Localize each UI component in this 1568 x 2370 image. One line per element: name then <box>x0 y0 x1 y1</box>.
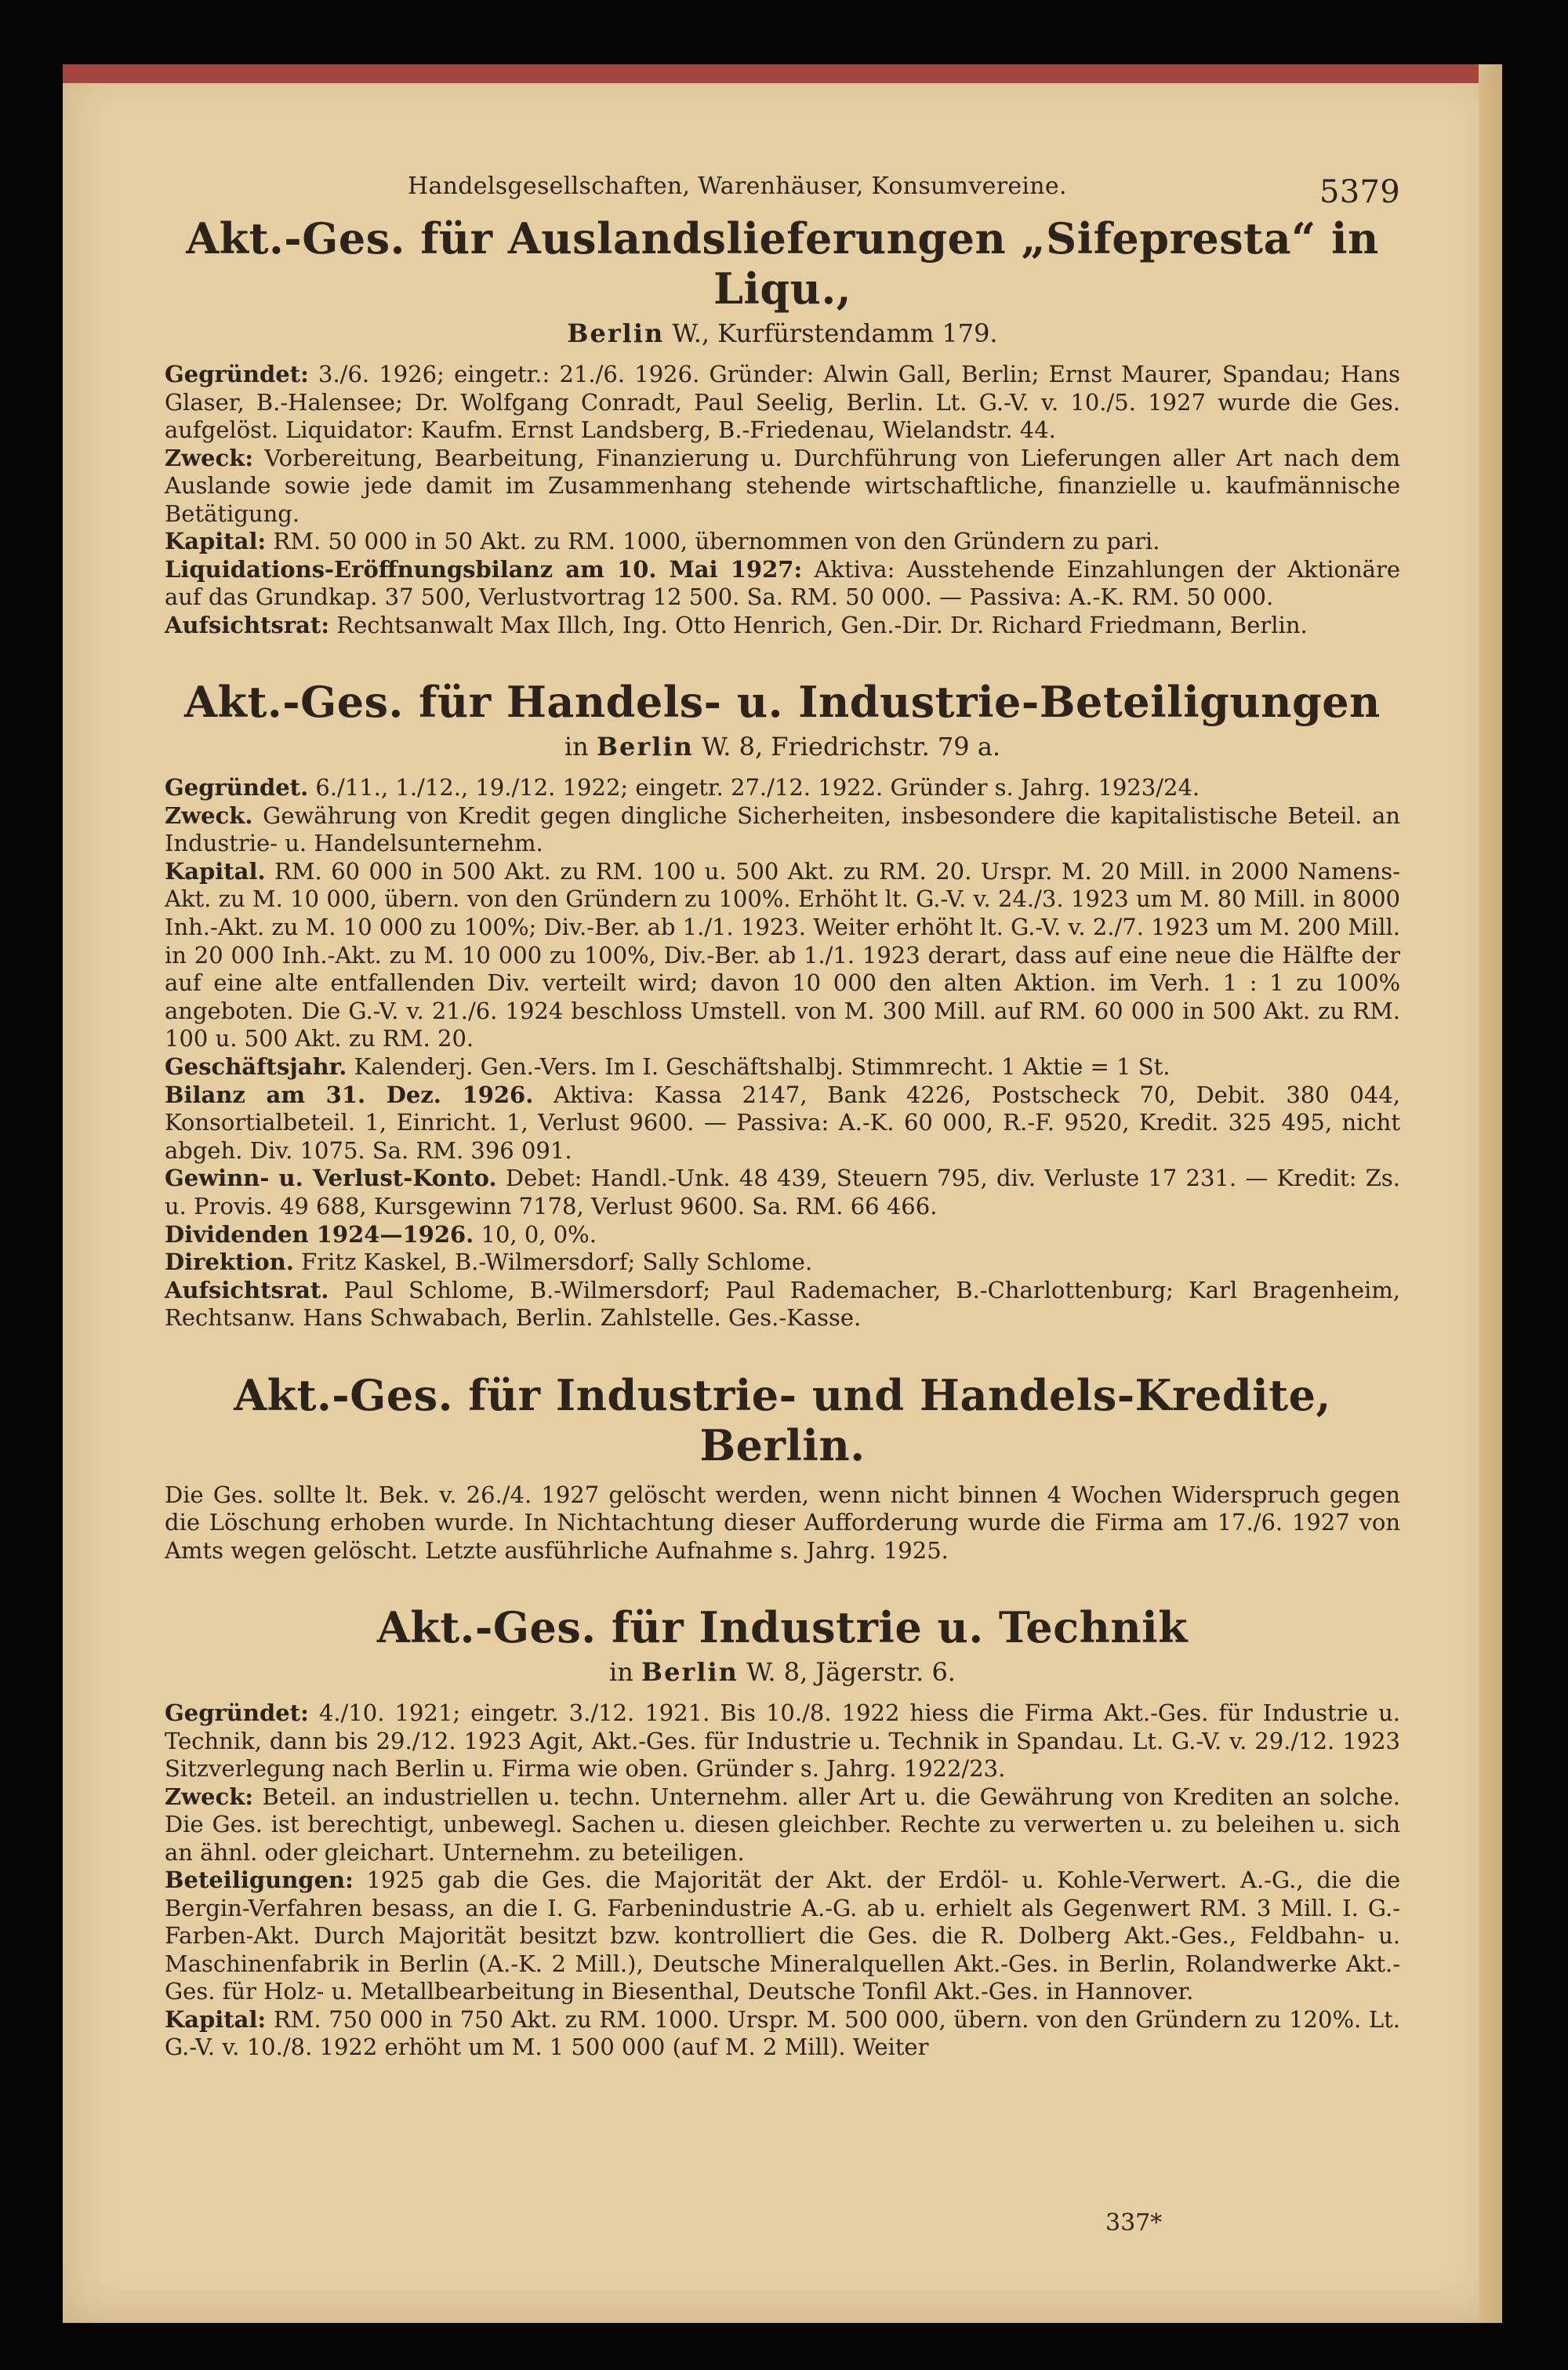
signature-mark: 337* <box>1105 2209 1163 2237</box>
page-content <box>165 158 1400 2099</box>
entry-address: in Berlin W. 8, Jägerstr. 6. <box>609 1657 956 1688</box>
paragraph: Zweck. Gewährung von Kredit gegen dingliche Sicherheiten, insbesondere die kapitalistische Beteil. an Industrie- u. Handelsunternehm. <box>165 802 1400 857</box>
page-edge-right <box>1479 64 1502 2323</box>
binding-edge-top <box>63 64 1502 83</box>
paragraph: Kapital: RM. 750 000 in 750 Akt. zu RM. 1000. Urspr. M. 500 000, übern. von den Gründern zu 120%. Lt. G.-V. v. 10./8. 1922 erhöht um M. 1 500 000 (auf M. 2 Mill). Weiter <box>165 2005 1400 2061</box>
page-number: 5379 <box>1319 174 1400 210</box>
paragraph: Bilanz am 31. Dez. 1926. Aktiva: Kassa 2147, Bank 4226, Postscheck 70, Debit. 380 044, Konsortialbeteil. 1, Einricht. 1, Verlust 9600. — Passiva: A.-K. 60 000, R.-F. 9520, Kredit. 325 495, nicht abgeh. Div. 1075. Sa. RM. 396 091. <box>165 1081 1401 1164</box>
entry-title: Akt.-Ges. für Industrie- und Handels-Kredite, Berlin. <box>234 1369 1331 1470</box>
entry-industrie-technik <box>165 1602 1400 2062</box>
paragraph: Gegründet: 4./10. 1921; eingetr. 3./12. 1921. Bis 10./8. 1922 hiess die Firma Akt.-Ges. für Industrie u. Technik, dann bis 29./12. 1923 Agit, Akt.-Ges. für Industrie u. Technik in Spandau. Lt. G.-V. v. 29./12. 1923 Sitzverlegung nach Berlin u. Firma wie oben. Gründer s. Jahrg. 1922/23. <box>165 1699 1400 1783</box>
paragraph: Kapital: RM. 50 000 in 50 Akt. zu RM. 1000, übernommen von den Gründern zu pari. <box>165 528 1160 554</box>
paragraph: Dividenden 1924—1926. 10, 0, 0%. <box>165 1220 597 1248</box>
paragraph: Aufsichtsrat. Paul Schlome, B.-Wilmersdorf; Paul Rademacher, B.-Charlottenburg; Karl Bragenheim, Rechtsanw. Hans Schwabach, Berlin. Zahlstelle. Ges.-Kasse. <box>165 1276 1400 1332</box>
entry-handels-industrie-beteiligungen <box>165 677 1400 1332</box>
page-sheet <box>63 64 1502 2323</box>
entry-address: in Berlin W. 8, Friedrichstr. 79 a. <box>564 732 1001 762</box>
paragraph: Kapital. RM. 60 000 in 500 Akt. zu RM. 100 u. 500 Akt. zu RM. 20. Urspr. M. 20 Mill. in 2000 Namens-Akt. zu M. 10 000, übern. von den Gründern zu 100%. Erhöht lt. G.-V. v. 24./3. 1923 um M. 80 Mill. in 8000 Inh.-Akt. zu M. 10 000 zu 100%; Div.-Ber. ab 1./1. 1923. Weiter erhöht lt. G.-V. v. 2./7. 1923 um M. 200 Mill. in 20 000 Inh.-Akt. zu M. 10 000 zu 100%, Div.-Ber. ab 1./1. 1923 derart, dass auf eine neue die Hälfte der auf eine alte entfallenden Div. verteilt wird; davon 10 000 den alten Aktion. im Verh. 1 : 1 zu 100% angeboten. Die G.-V. v. 21./6. 1924 beschloss Umstell. von M. 300 Mill. auf RM. 60 000 in 500 Akt. zu RM. 100 u. 500 Akt. zu RM. 20. <box>165 857 1400 1052</box>
running-title: Handelsgesellschaften, Warenhäuser, Konsumvereine. <box>408 173 1067 200</box>
paragraph: Die Ges. sollte lt. Bek. v. 26./4. 1927 gelöscht werden, wenn nicht binnen 4 Wochen Widerspruch gegen die Löschung erhoben wurde. In Nichtachtung dieser Aufforderung wurde die Firma am 17./6. 1927 von Amts wegen gelöscht. Letzte ausführliche Aufnahme s. Jahrg. 1925. <box>165 1481 1400 1564</box>
paragraph: Direktion. Fritz Kaskel, B.-Wilmersdorf; Sally Schlome. <box>165 1249 813 1276</box>
paragraph: Gegründet. 6./11., 1./12., 19./12. 1922; eingetr. 27./12. 1922. Gründer s. Jahrg. 1923/24. <box>165 774 1200 801</box>
running-header <box>165 158 1400 213</box>
entry-address: Berlin W., Kurfürstendamm 179. <box>567 318 998 348</box>
entry-title: Akt.-Ges. für Auslandslieferungen „Sifepresta“ in Liqu., <box>186 213 1379 314</box>
paragraph: Liquidations-Eröffnungsbilanz am 10. Mai 1927: Aktiva: Ausstehende Einzahlungen der Aktionäre auf das Grundkap. 37 500, Verlustvortrag 12 500. Sa. RM. 50 000. — Passiva: A.-K. RM. 50 000. <box>165 555 1400 610</box>
paragraph: Zweck: Vorbereitung, Bearbeitung, Finanzierung u. Durchführung von Lieferungen aller Art nach dem Auslande sowie jede damit im Zusammenhang stehende wirtschaftliche, finanzielle u. kaufmännische Betätigung. <box>165 444 1400 527</box>
entry-industrie-handels-kredite <box>165 1370 1400 1565</box>
paragraph: Gewinn- u. Verlust-Konto. Debet: Handl.-Unk. 48 439, Steuern 795, div. Verluste 17 231. — Kredit: Zs. u. Provis. 49 688, Kursgewinn 7178, Verlust 9600. Sa. RM. 66 466. <box>165 1165 1401 1220</box>
entry-sifepresta <box>165 213 1400 639</box>
entry-title: Akt.-Ges. für Industrie u. Technik <box>376 1602 1189 1653</box>
paragraph: Zweck: Beteil. an industriellen u. techn. Unternehm. aller Art u. die Gewährung von Krediten an solche. Die Ges. ist berechtigt, unbewegl. Sachen u. diesen gleichber. Rechte zu verwerten u. zu beleihen u. sich an ähnl. oder gleichart. Unternehm. zu beteiligen. <box>165 1783 1400 1866</box>
paragraph: Beteiligungen: 1925 gab die Ges. die Majorität der Akt. der Erdöl- u. Kohle-Verwert. A.-G., die die Bergin-Verfahren besass, an die I. G. Farbenindustrie A.-G. ab u. erhielt als Gegenwert RM. 3 Mill. I. G.-Farben-Akt. Durch Majorität besitzt bzw. kontrolliert die Ges. die R. Dolberg Akt.-Ges., Feldbahn- u. Maschinenfabrik in Berlin (A.-K. 2 Mill.), Deutsche Mineralquellen Akt.-Ges. in Berlin, Rolandwerke Akt.-Ges. für Holz- u. Metallbearbeitung in Biesenthal, Deutsche Tonfil Akt.-Ges. in Hannover. <box>165 1867 1401 2005</box>
paragraph: Aufsichtsrat: Rechtsanwalt Max Illch, Ing. Otto Henrich, Gen.-Dir. Dr. Richard Friedmann, Berlin. <box>165 611 1308 638</box>
paragraph: Gegründet: 3./6. 1926; eingetr.: 21./6. 1926. Gründer: Alwin Gall, Berlin; Ernst Maurer, Spandau; Hans Glaser, B.-Halensee; Dr. Wolfgang Conradt, Paul Seelig, Berlin. Lt. G.-V. v. 10./5. 1927 wurde die Ges. aufgelöst. Liquidator: Kaufm. Ernst Landsberg, B.-Friedenau, Wielandstr. 44. <box>165 361 1400 443</box>
paragraph: Geschäftsjahr. Kalenderj. Gen.-Vers. Im I. Geschäftshalbj. Stimmrecht. 1 Aktie = 1 St. <box>165 1052 1171 1080</box>
entry-title: Akt.-Ges. für Handels- u. Industrie-Beteiligungen <box>184 677 1381 727</box>
